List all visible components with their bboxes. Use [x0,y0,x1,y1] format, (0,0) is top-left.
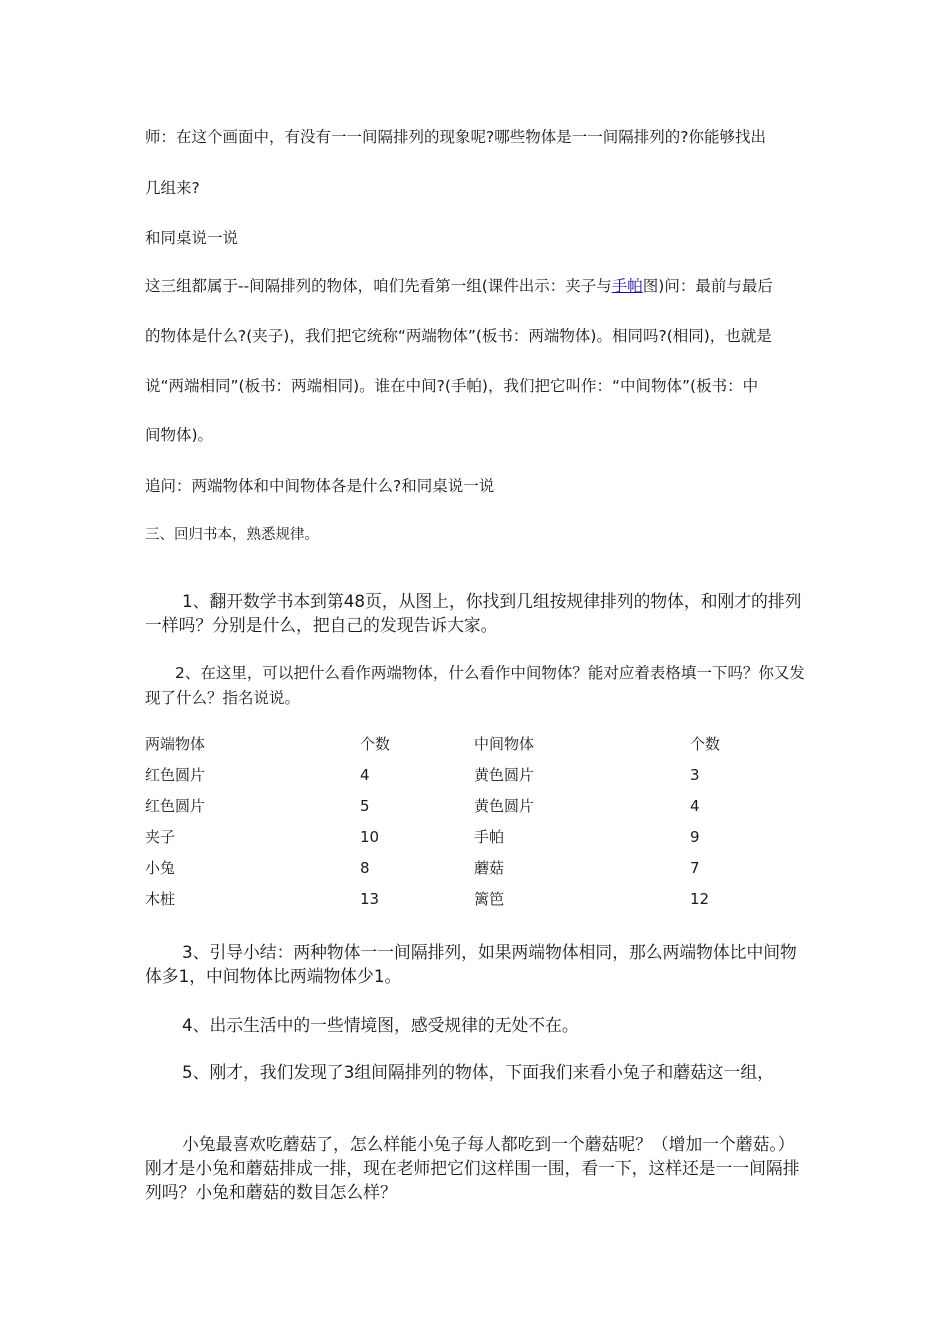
table-cell: 3 [690,766,700,784]
table-cell: 12 [690,890,710,908]
handkerchief-link[interactable]: 手帕 [611,277,643,295]
text-segment: 这三组都属于--间隔排列的物体，咱们先看第一组(课件出示：夹子与 [145,277,612,295]
paragraph-rabbit-mushroom: 小兔最喜欢吃蘑菇了，怎么样能小兔子每人都吃到一个蘑菇呢？（增加一个蘑菇。）刚才是小兔和蘑菇排成一排，现在老师把它们这样围一围，看一下，这样还是一一间隔排列吗？小兔和蘑菇的数目怎么样？ [145,1134,800,1202]
table-cell: 9 [690,828,700,846]
paragraph-groups-line4: 间物体)。 [145,426,214,444]
section-heading: 三、回归书本，熟悉规律。 [145,527,319,543]
table-row [145,795,807,817]
table-cell: 13 [360,890,380,908]
paragraph-groups-line2: 的物体是什么?(夹子)，我们把它统称“两端物体”(板书：两端物体)。相同吗?(相同)，也就是 [145,327,772,345]
table-cell: 木桩 [145,890,176,908]
table-row [145,764,807,786]
paragraph-groups-line3: 说“两端相同”(板书：两端相同)。谁在中间?(手帕)，我们把它叫作：“中间物体”(板书：中 [145,377,759,395]
table-cell: 黄色圆片 [474,766,535,784]
table-cell: 蘑菇 [474,859,505,877]
text-segment: 图)问：最前与最后 [642,277,773,295]
table-cell: 7 [690,859,700,877]
table-cell: 黄色圆片 [474,797,535,815]
table-row [145,826,807,848]
header-count: 个数 [690,735,721,753]
paragraph-groups-line1 [145,276,807,296]
header-end-objects: 两端物体 [145,735,206,753]
table-cell: 手帕 [474,828,505,846]
table-cell: 10 [360,828,380,846]
step-3: 3、引导小结：两种物体一一间隔排列，如果两端物体相同，那么两端物体比中间物体多1，中间物体比两端物体少1。 [145,942,797,986]
table-cell: 篱笆 [474,890,505,908]
table-row [145,857,807,879]
paragraph-follow-up: 追问：两端物体和中间物体各是什么?和同桌说一说 [145,477,495,495]
table-header-row [145,733,807,755]
step-5: 5、刚才，我们发现了3组间隔排列的物体，下面我们来看小兔子和蘑菇这一组， [182,1062,774,1082]
table-cell: 夹子 [145,828,176,846]
table-cell: 小兔 [145,859,176,877]
table-cell: 4 [690,797,700,815]
table-cell: 5 [360,797,370,815]
table-row [145,888,807,910]
step-1: 1、翻开数学书本到第48页，从图上，你找到几组按规律排列的物体，和刚才的排列一样吗？分别是什么，把自己的发现告诉大家。 [145,591,802,635]
header-count: 个数 [360,735,391,753]
paragraph-discuss: 和同桌说一说 [145,229,239,247]
header-middle-objects: 中间物体 [474,735,535,753]
step-4: 4、出示生活中的一些情境图，感受规律的无处不在。 [182,1015,579,1035]
table-cell: 红色圆片 [145,797,206,815]
table-cell: 8 [360,859,370,877]
step-2: 2、在这里，可以把什么看作两端物体，什么看作中间物体？能对应着表格填一下吗？你又发现了什么？指名说说。 [145,664,805,707]
paragraph-teacher-question: 师：在这个画面中，有没有一一间隔排列的现象呢?哪些物体是一一间隔排列的?你能够找出 [145,128,766,146]
table-cell: 4 [360,766,370,784]
table-cell: 红色圆片 [145,766,206,784]
paragraph-teacher-question-cont: 几组来? [145,179,200,197]
